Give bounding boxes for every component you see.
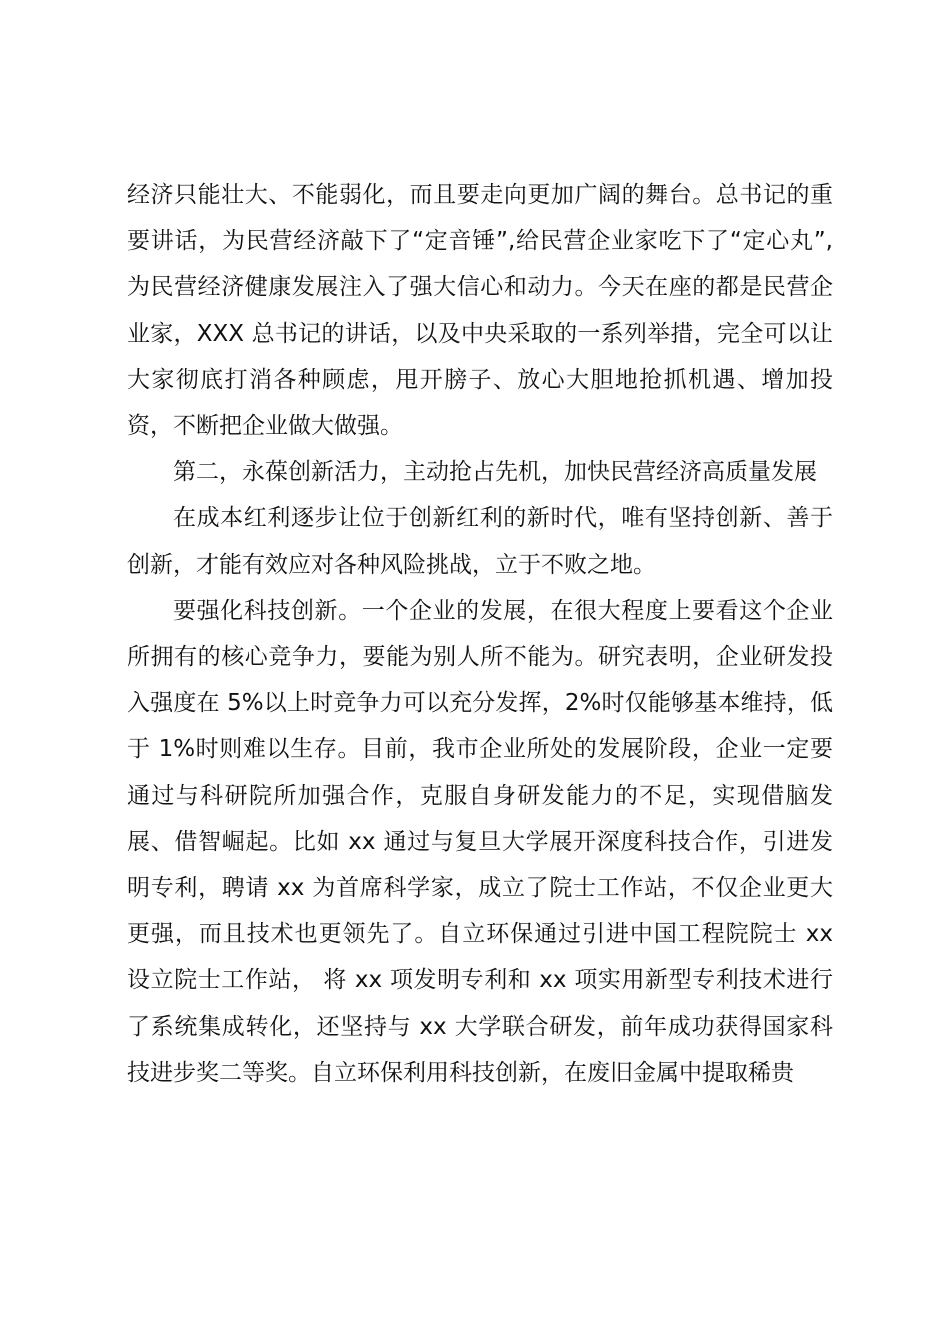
section-heading-second: 第二，永葆创新活力，主动抢占先机，加快民营经济高质量发展	[173, 459, 817, 486]
paragraph-4: 要强化科技创新。一个企业的发展，在很大程度上要看这个企业所拥有的核心竞争力，要能为别人所不能为。研究表明，企业研发投入强度在 5%以上时竞争力可以充分发挥，2%时仅能够基本维持，低于 1%时则难以生存。目前，我市企业所处的发展阶段，企业一定要通过与科研院所加强合作，克服自身研发能力的不足，实现借脑发展、借智崛起。比如 xx 通过与复旦大学展开深度科技合作，引进发明专利，聘请 xx 为首席科学家，成立了院士工作站，不仅企业更大更强，而且技术也更领先了。自立环保通过引进中国工程院院士 xx 设立院士工作站， 将 xx 项发明专利和 xx 项实用新型专利技术进行了系统集成转化，还坚持与 xx 大学联合研发，前年成功获得国家科技进步奖二等奖。自立环保利用科技创新，在废旧金属中提取稀贵	[127, 597, 833, 1086]
paragraph-1: 经济只能壮大、不能弱化，而且要走向更加广阔的舞台。总书记的重要讲话，为民营经济敲下了“定音锤”,给民营企业家吃下了“定心丸”,为民营经济健康发展注入了强大信心和动力。今天在座的都是民营企业家，XXX 总书记的讲话，以及中央采取的一系列举措，完全可以让大家彻底打消各种顾虑，甩开膀子、放心大胆地抢抓机遇、增加投资，不断把企业做大做强。	[127, 182, 833, 440]
paragraph-3: 在成本红利逐步让位于创新红利的新时代，唯有坚持创新、善于创新，才能有效应对各种风险挑战，立于不败之地。	[127, 505, 833, 578]
document-page	[127, 172, 833, 1096]
